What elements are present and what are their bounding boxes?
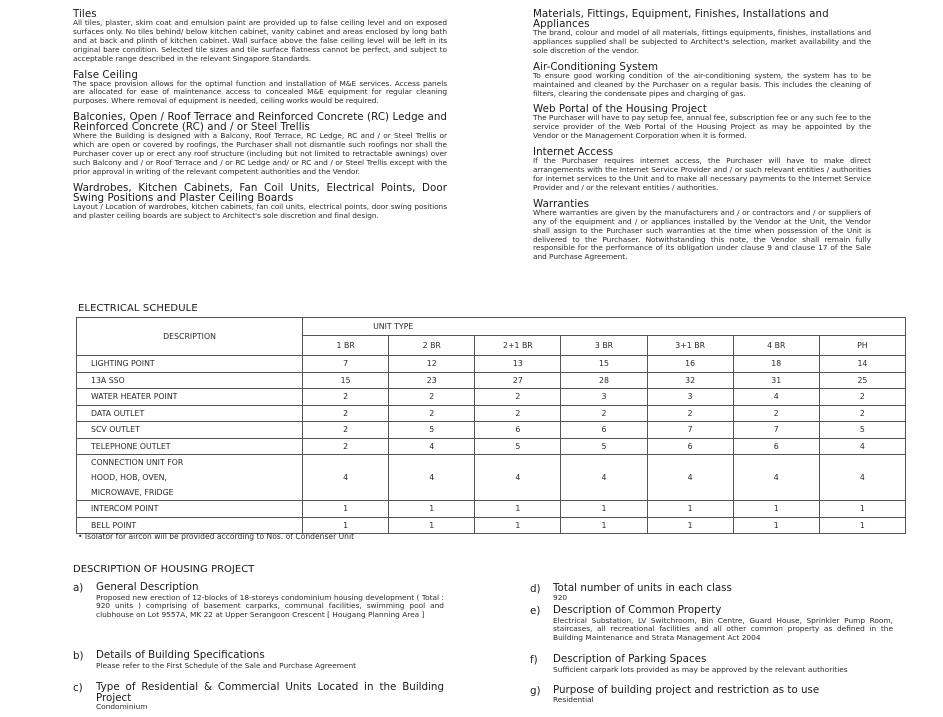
table-cell: 32 — [647, 372, 733, 389]
section-body: The Purchaser will have to pay setup fee, annual fee, subscription fee or any such fee to the service provider of the Web Portal of the Housing Project as may be appointed by the Vendor or the Management Corporation when it is formed. — [533, 113, 871, 141]
table-cell: 1 — [475, 501, 561, 518]
table-cell: 2 — [389, 405, 475, 422]
row-description — [77, 356, 303, 373]
description-line: LIGHTING POINT — [91, 359, 155, 369]
item-title: Details of Building Specifications — [96, 649, 265, 661]
table-cell: 4 — [389, 438, 475, 455]
table-cell: 4 — [303, 455, 389, 501]
table-cell: 4 — [819, 455, 905, 501]
unit-type-column-header: 3+1 BR — [647, 336, 733, 356]
description-line: TELEPHONE OUTLET — [91, 441, 171, 451]
table-row — [77, 372, 906, 389]
table-cell: 3 — [561, 389, 647, 406]
section-body: The space provision allows for the optimal function and installation of M&E services. Access panels are allocated for ease of maintenance access to concealed M&E equipment for regular cleaning purposes. Where removal of equipment is needed, ceiling works would be required. — [73, 78, 447, 106]
table-row — [77, 455, 906, 501]
description-line: WATER HEATER POINT — [91, 392, 178, 402]
section-body: All tiles, plaster, skim coat and emulsion paint are provided up to false ceiling level and on exposed surfaces only. No tiles behind/ below kitchen cabinet, vanity cabinet and areas enclosed by long bath and at back and plinth of kitchen cabinet. Wall surface above the false ceiling level will be left in its original bare condition. Selected tile sizes and tile surface flatness cannot be perfect, and subject to acceptable range described in the relevant Singapore Standards. — [73, 18, 447, 63]
section-title: Air-Conditioning System — [533, 60, 659, 73]
section-false-ceiling — [73, 70, 447, 107]
electrical-schedule-table — [76, 317, 906, 534]
table-cell: 1 — [819, 501, 905, 518]
table-cell: 4 — [819, 438, 905, 455]
description-line: SCV OUTLET — [91, 425, 140, 435]
table-cell: 2 — [303, 405, 389, 422]
section-wardrobes — [73, 183, 447, 221]
section-body: Where warranties are given by the manufacturers and / or contractors and / or suppliers of any of the equipment and / or appliances installed by the Vendor at the Unit, the Vendor shall assign to the Purchaser such warranties at the time when possession of the Unit is delivered to the Purchaser. Notwithstanding this note, the Vendor shall remain fully responsible for the performance of its obligation under clause 9 and clause 17 of the Sale and Purchase Agreement. — [533, 207, 871, 262]
table-cell: 2 — [561, 405, 647, 422]
item-body: Residential — [553, 694, 594, 704]
table-cell: 5 — [389, 422, 475, 439]
right-column — [533, 9, 871, 268]
electrical-schedule-body — [77, 356, 906, 534]
table-cell: 1 — [647, 517, 733, 534]
unit-type-header: UNIT TYPE — [303, 318, 906, 336]
item-title: General Description — [96, 581, 199, 593]
table-cell: 15 — [561, 356, 647, 373]
unit-type-column-header: 2+1 BR — [475, 336, 561, 356]
table-cell: 6 — [561, 422, 647, 439]
table-cell: 1 — [389, 517, 475, 534]
section-tiles — [73, 9, 447, 64]
table-cell: 23 — [389, 372, 475, 389]
table-cell: 3 — [647, 389, 733, 406]
description-line: CONNECTION UNIT FOR — [91, 458, 184, 467]
table-cell: 2 — [303, 422, 389, 439]
table-cell: 16 — [647, 356, 733, 373]
item-title: Purpose of building project and restriction as to use — [553, 684, 820, 696]
table-cell: 1 — [647, 501, 733, 518]
row-description — [77, 405, 303, 422]
table-cell: 2 — [819, 389, 905, 406]
table-cell: 6 — [647, 438, 733, 455]
table-cell: 12 — [389, 356, 475, 373]
section-internet-access — [533, 147, 871, 193]
section-title: Balconies, Open / Roof Terrace and Reinforced Concrete (RC) Ledge and Reinforced Concrete (RC) and / or Steel Trellis — [73, 111, 447, 134]
table-cell: 6 — [475, 422, 561, 439]
table-cell: 2 — [389, 389, 475, 406]
table-row — [77, 438, 906, 455]
table-cell: 2 — [303, 389, 389, 406]
table-cell: 7 — [303, 356, 389, 373]
row-description — [77, 455, 303, 501]
table-cell: 31 — [733, 372, 819, 389]
section-warranties — [533, 199, 871, 262]
table-cell: 7 — [647, 422, 733, 439]
section-title: Internet Access — [533, 146, 614, 159]
table-cell: 1 — [819, 517, 905, 534]
unit-type-column-header: PH — [819, 336, 905, 356]
section-materials — [533, 9, 871, 56]
unit-type-column-header: 2 BR — [389, 336, 475, 356]
table-row — [77, 389, 906, 406]
item-title: Description of Parking Spaces — [553, 653, 707, 665]
housing-project-title: DESCRIPTION OF HOUSING PROJECT — [73, 564, 255, 575]
item-title: Description of Common Property — [553, 604, 722, 616]
row-description — [77, 501, 303, 518]
table-cell: 4 — [733, 455, 819, 501]
section-balconies — [73, 112, 447, 177]
table-cell: 6 — [733, 438, 819, 455]
description-line: DATA OUTLET — [91, 408, 145, 418]
description-header: DESCRIPTION — [77, 318, 303, 356]
item-title: Type of Residential & Commercial Units Located in the Building Project — [96, 681, 444, 704]
section-body: The brand, colour and model of all materials, fittings equipments, finishes, installations and appliances supplied shall be subjected to Architect's selection, market availability and the sole discretion of the vendor. — [533, 28, 871, 55]
unit-type-column-header: 1 BR — [303, 336, 389, 356]
item-letter: f) — [530, 654, 538, 666]
item-body: Electrical Substation, LV Switchroom, Bin Centre, Guard House, Sprinkler Pump Room, staircases, all recreational facilities and all other common property as defined in the Building Maintenance and Strata Management Act 2004 — [553, 615, 893, 643]
section-web-portal — [533, 104, 871, 141]
table-cell: 27 — [475, 372, 561, 389]
section-title: Materials, Fittings, Equipment, Finishes, Installations and Appliances — [533, 8, 829, 30]
table-cell: 7 — [733, 422, 819, 439]
unit-type-column-header: 3 BR — [561, 336, 647, 356]
description-line: 13A SSO — [91, 375, 125, 385]
table-cell: 1 — [561, 517, 647, 534]
item-body: Please refer to the First Schedule of the Sale and Purchase Agreement — [96, 660, 357, 670]
section-title: Warranties — [533, 197, 590, 210]
unit-type-column-header: 4 BR — [733, 336, 819, 356]
section-body: To ensure good working condition of the air-conditioning system, the system has to be maintained and cleaned by the Purchaser on a regular basis. This includes the cleaning of filters, clearing the condensate pipes and charging of gas. — [533, 70, 871, 98]
table-cell: 2 — [819, 405, 905, 422]
table-cell: 4 — [475, 455, 561, 501]
table-cell: 2 — [733, 405, 819, 422]
table-row — [77, 422, 906, 439]
table-row — [77, 405, 906, 422]
description-line: MICROWAVE, FRIDGE — [91, 488, 174, 497]
row-description — [77, 372, 303, 389]
table-cell: 13 — [475, 356, 561, 373]
item-letter: c) — [73, 682, 83, 694]
table-row — [77, 501, 906, 518]
table-cell: 2 — [475, 389, 561, 406]
table-cell: 1 — [389, 501, 475, 518]
table-cell: 1 — [303, 517, 389, 534]
table-cell: 5 — [561, 438, 647, 455]
table-cell: 2 — [475, 405, 561, 422]
item-letter: g) — [530, 685, 541, 697]
table-row — [77, 356, 906, 373]
table-cell: 1 — [733, 517, 819, 534]
table-cell: 28 — [561, 372, 647, 389]
section-body: Where the Building is designed with a Balcony, Roof Terrace, RC Ledge, RC and / or Steel Trellis or which are open or covered by roofings, the Purchaser shall not dismantle such roofings nor shall the Purchaser cover up or erect any roof structure (including but not limited to retractable awnings) over such Balcony and / or Roof Terrace and / or RC Ledge and/ or RC and / or Steel Trellis except with the prior approval in writing of the relevant competent authorities and the Vendor. — [73, 131, 447, 176]
table-cell: 25 — [819, 372, 905, 389]
table-cell: 1 — [303, 501, 389, 518]
row-description — [77, 389, 303, 406]
table-cell: 1 — [561, 501, 647, 518]
item-body: 920 — [553, 592, 568, 602]
item-letter: b) — [73, 650, 84, 662]
description-line: BELL POINT — [91, 520, 137, 530]
section-title: False Ceiling — [73, 68, 138, 81]
table-cell: 18 — [733, 356, 819, 373]
table-cell: 14 — [819, 356, 905, 373]
table-cell: 4 — [647, 455, 733, 501]
description-line: HOOD, HOB, OVEN, — [91, 473, 167, 482]
electrical-schedule-title: ELECTRICAL SCHEDULE — [78, 303, 198, 314]
table-cell: 4 — [389, 455, 475, 501]
item-letter: d) — [530, 583, 541, 595]
item-body: Proposed new erection of 12-blocks of 18-storeys condominium housing development ( Total : 920 units ) comprising of basement carparks, communal facilities, swimming pool and clubhouse on Lot 9557A, MK 22 at Upper Serangoon Crescent [ Hougang Planning Area ] — [96, 592, 444, 620]
description-line: INTERCOM POINT — [91, 504, 159, 514]
item-body: Sufficient carpark lots provided as may be approved by the relevant authorities — [553, 664, 848, 674]
section-body: If the Purchaser requires internet access, the Purchaser will have to make direct arrangements with the Internet Service Provider and / or such relevant entities / authorities for internet services to the Unit and to make all necessary payments to the Internet Service Provider and / or the relevant entities / authorities. — [533, 156, 871, 192]
section-title: Web Portal of the Housing Project — [533, 103, 707, 116]
item-body: Condominium — [96, 702, 148, 711]
section-title: Wardrobes, Kitchen Cabinets, Fan Coil Units, Electrical Points, Door Swing Positions and Plaster Ceiling Boards — [73, 181, 447, 204]
section-body: Layout / Location of wardrobes, kitchen cabinets, fan coil units, electrical points, door swing positions and plaster ceiling boards are subject to Architect's sole discretion and final design. — [73, 201, 447, 220]
table-cell: 4 — [733, 389, 819, 406]
row-description — [77, 422, 303, 439]
row-description — [77, 438, 303, 455]
table-cell: 5 — [475, 438, 561, 455]
section-title: Tiles — [73, 8, 97, 20]
aircon-isolator-note: • Isolator for aircon will be provided according to Nos. of Condenser Unit — [78, 532, 355, 541]
item-letter: a) — [73, 582, 84, 594]
section-air-conditioning — [533, 62, 871, 99]
table-cell: 2 — [647, 405, 733, 422]
table-cell: 5 — [819, 422, 905, 439]
left-column — [73, 9, 447, 227]
item-letter: e) — [530, 605, 541, 617]
table-cell: 1 — [733, 501, 819, 518]
table-cell: 4 — [561, 455, 647, 501]
table-cell: 15 — [303, 372, 389, 389]
table-cell: 1 — [475, 517, 561, 534]
item-title: Total number of units in each class — [553, 582, 732, 594]
table-cell: 2 — [303, 438, 389, 455]
